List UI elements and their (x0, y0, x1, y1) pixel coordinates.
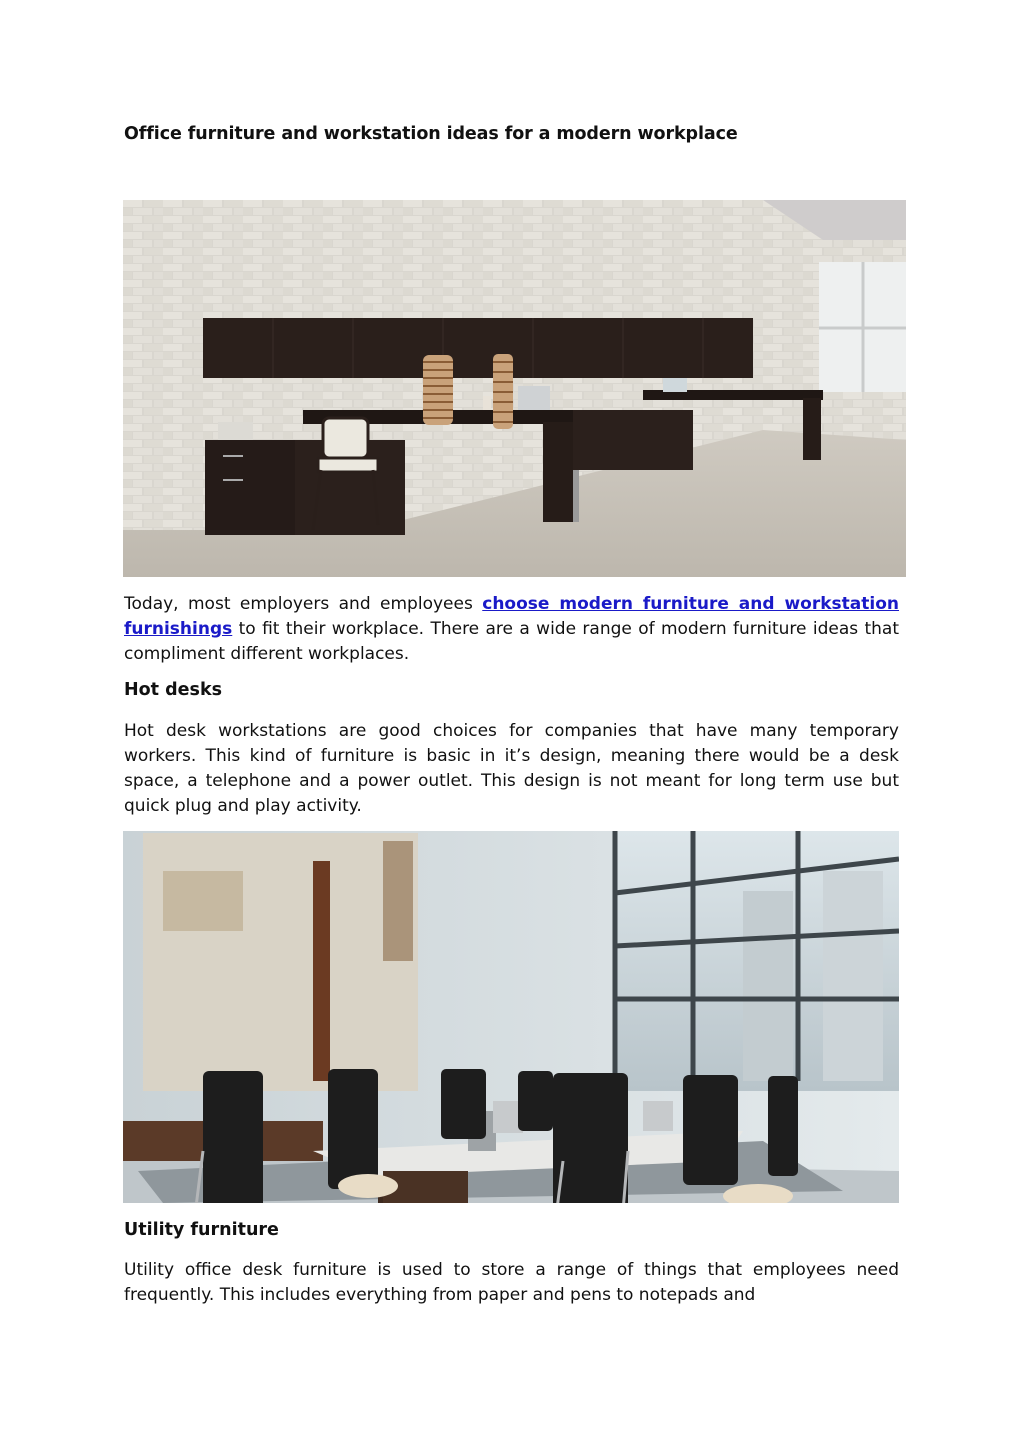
office-workstation-photo (123, 200, 906, 577)
section-heading-hot-desks: Hot desks (124, 680, 222, 700)
modern-furniture-link[interactable]: choose modern furniture and workstation furnishings (124, 594, 900, 639)
section-heading-utility-furniture: Utility furniture (124, 1220, 279, 1240)
intro-text-end: to fit their workplace. There are a wide range of modern furniture ideas that compliment different workplaces. (124, 619, 899, 664)
page-title: Office furniture and workstation ideas for a modern workplace (124, 124, 738, 144)
office-workstation-illustration (123, 200, 906, 577)
intro-paragraph (124, 592, 899, 667)
intro-text-start: Today, most employers and employees (124, 594, 483, 614)
section-body-hot-desks: Hot desk workstations are good choices for companies that have many temporary workers. This kind of furniture is basic in it’s design, meaning there would be a desk space, a telephone and a power outlet. This design is not meant for long term use but quick plug and play activity. (124, 721, 899, 816)
section-body-utility-furniture: Utility office desk furniture is used to store a range of things that employees need frequently. This includes everything from paper and pens to notepads and (124, 1260, 899, 1305)
conference-room-photo (123, 831, 899, 1203)
conference-room-illustration (123, 831, 899, 1203)
